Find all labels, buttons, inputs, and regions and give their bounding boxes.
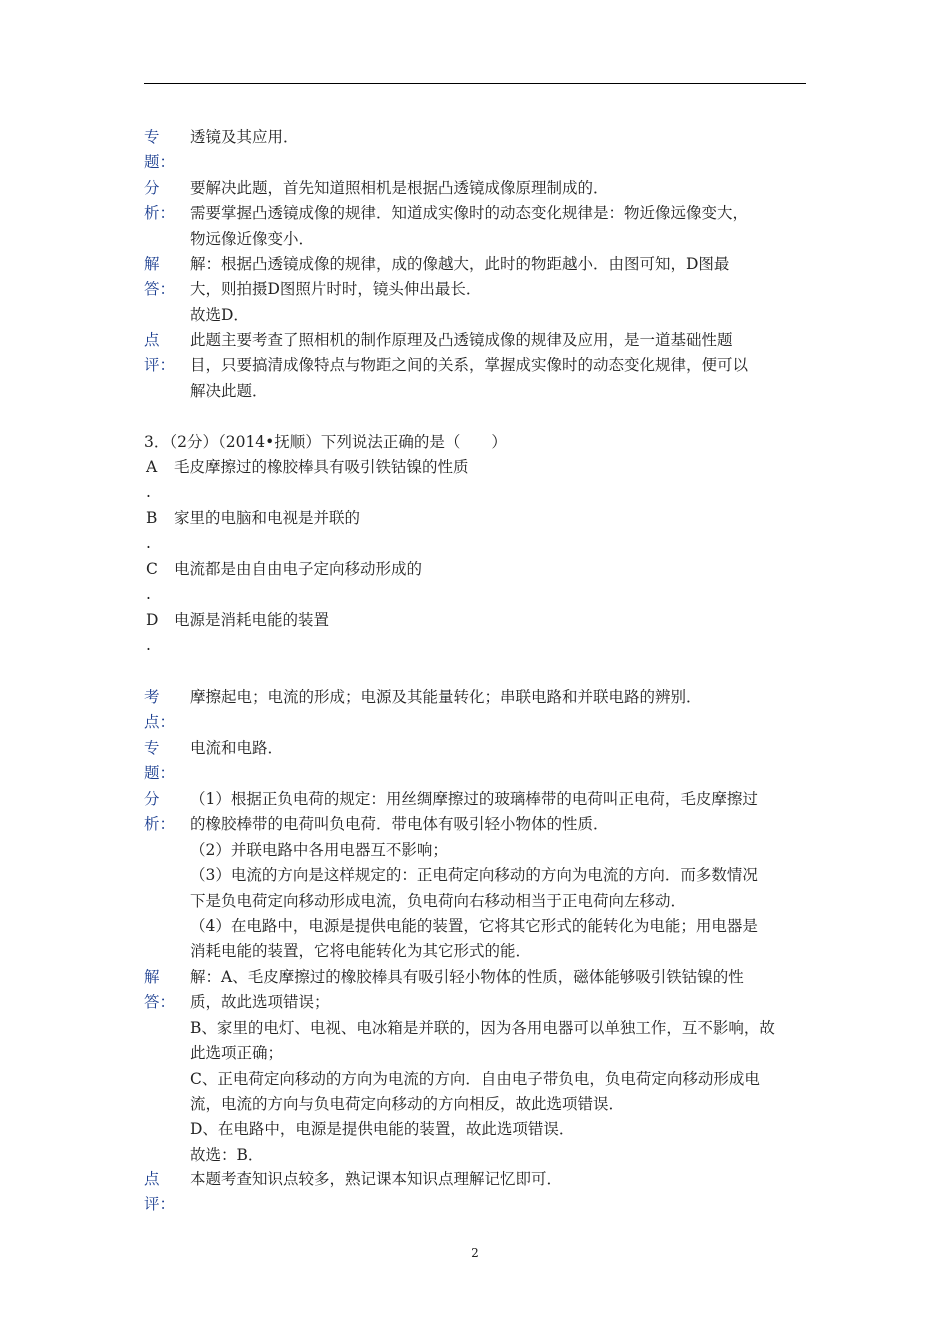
content-jieda: 解：根据凸透镜成像的规律，成的像越大，此时的物距越小．由图可知，D图最 大，则拍摄D图照片时时，镜头伸出最长． 故选D． [190,255,730,324]
label-fenxi: 分 析： [144,179,176,223]
header-rule [144,83,806,84]
option-text: 电源是消耗电能的装置 [174,611,330,629]
content-zhuanti: 电流和电路． [190,739,284,757]
label-kaodian: 考 点： [144,688,176,732]
content-jieda: 解：A、毛皮摩擦过的橡胶棒具有吸引轻小物体的性质，磁体能够吸引铁钴镍的性 质，故此选项错误； B、家里的电灯、电视、电冰箱是并联的，因为各用电器可以单独工作，互不影响，故 此选项正确； C、正电荷定向移动的方向为电流的方向．自由电子带负电，负电荷定向移动形成电 流，电流的方向与负电荷定向移动的方向相反，故此选项错误． D、在电路中，电源是提供电能的装置，故此选项错误． 故选：B． [190,968,775,1164]
content-kaodian: 摩擦起电；电流的形成；电源及其能量转化；串联电路和并联电路的辨别． [190,688,702,706]
label-jieda: 解 答： [144,255,176,299]
content-fenxi: 要解决此题，首先知道照相机是根据凸透镜成像原理制成的． 需要掌握凸透镜成像的规律．知道成实像时的动态变化规律是：物近像远像变大， 物远像近像变小． [190,179,749,248]
option-c[interactable] [146,557,422,608]
option-text: 毛皮摩擦过的橡胶棒具有吸引铁钴镍的性质 [174,458,469,476]
option-dot: . [146,534,151,553]
content-zhuanti: 透镜及其应用． [190,128,299,146]
option-dot: . [146,636,151,655]
option-letter: D [146,611,159,629]
content-dianping: 此题主要考查了照相机的制作原理及凸透镜成像的规律及应用，是一道基础性题 目，只要搞清成像特点与物距之间的关系，掌握成实像时的动态变化规律，便可以 解决此题． [190,331,749,400]
section-zhuanti-prev [144,125,806,176]
section-jieda [144,965,806,1168]
option-a[interactable] [146,455,469,506]
label-jieda: 解 答： [144,968,176,1012]
option-d[interactable] [146,608,329,659]
option-text: 电流都是由自由电子定向移动形成的 [174,560,423,578]
option-letter: C [146,560,158,578]
option-dot: . [146,585,151,604]
section-kaodian [144,685,806,736]
section-fenxi [144,787,806,965]
question-stem: 3．（2分）（2014•抚顺）下列说法正确的是（ ） [144,433,507,451]
option-b[interactable] [146,506,360,557]
option-text: 家里的电脑和电视是并联的 [174,509,361,527]
label-fenxi: 分 析： [144,790,176,834]
section-dianping-prev [144,328,806,404]
section-jieda-prev [144,252,806,328]
option-letter: B [146,509,158,527]
label-zhuanti: 专 题： [144,128,176,172]
content-fenxi: （1）根据正负电荷的规定：用丝绸摩擦过的玻璃棒带的电荷叫正电荷，毛皮摩擦过 的橡胶棒带的电荷叫负电荷．带电体有吸引轻小物体的性质． （2）并联电路中各用电器互不影响； （3）电流的方向是这样规定的：正电荷定向移动的方向为电流的方向．而多数情况 下是负电荷定向移动形成电流，负电荷向右移动相当于正电荷向左移动． （4）在电路中，电源是提供电能的装置，它将其它形式的能转化为电能；用电器是 消耗电能的装置，它将电能转化为其它形式的能． [190,790,758,961]
content-dianping: 本题考查知识点较多，熟记课本知识点理解记忆即可． [190,1170,563,1188]
section-zhuanti [144,736,806,787]
option-dot: . [146,483,151,502]
label-dianping: 点 评： [144,331,176,375]
label-dianping: 点 评： [144,1170,176,1214]
section-dianping [144,1167,806,1218]
page-number: 2 [471,1246,479,1260]
section-fenxi-prev [144,176,806,252]
option-letter: A [146,458,158,476]
label-zhuanti: 专 题： [144,739,176,783]
